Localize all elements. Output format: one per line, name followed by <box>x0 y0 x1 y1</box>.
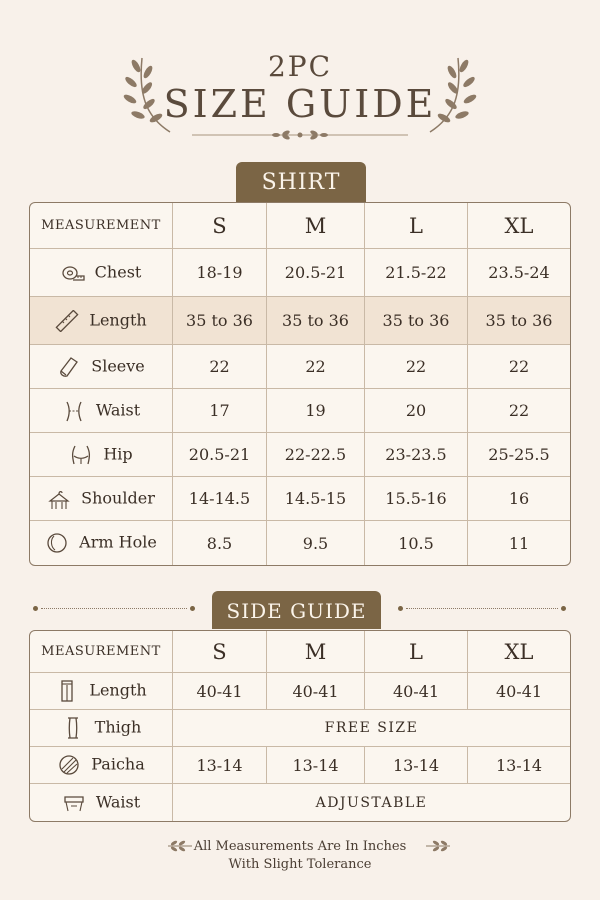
cell-m: 19 <box>267 389 365 433</box>
cell-l: 35 to 36 <box>365 297 468 345</box>
side-size-table <box>29 630 571 822</box>
divider-left <box>33 608 195 610</box>
row-label-cell <box>30 521 173 565</box>
cell-s: 8.5 <box>173 521 267 565</box>
row-label-cell <box>30 433 173 477</box>
cell-s: 14-14.5 <box>173 477 267 521</box>
row-label: Length <box>89 680 147 700</box>
paicha-icon <box>57 754 81 776</box>
cell-adjustable: ADJUSTABLE <box>315 794 428 811</box>
cell-m: 35 to 36 <box>267 297 365 345</box>
cell-m: 40-41 <box>267 673 365 710</box>
footer-line-2: With Slight Tolerance <box>228 857 372 872</box>
table-row-sleeve <box>30 345 570 389</box>
cell-xl: 11 <box>508 533 530 553</box>
table-row-paicha <box>30 747 570 784</box>
table-header-row <box>30 631 570 673</box>
column-header-measurement: MEASUREMENT <box>30 203 173 249</box>
cell-s: 17 <box>173 389 267 433</box>
cell-l: 23-23.5 <box>365 433 468 477</box>
row-label: Length <box>89 310 147 329</box>
divider-right <box>398 608 566 610</box>
cell-xl: 22 <box>468 389 570 433</box>
cell-m: 22 <box>267 345 365 389</box>
row-label-cell <box>30 784 173 821</box>
row-label-cell <box>30 710 173 747</box>
column-header-xl: XL <box>468 631 570 673</box>
cell-xl: 25-25.5 <box>468 433 570 477</box>
ruler-icon <box>55 310 79 332</box>
cell-xl: 16 <box>468 477 570 521</box>
row-label: Thigh <box>94 717 142 737</box>
header <box>0 0 600 150</box>
cell-m: 13-14 <box>267 747 365 784</box>
column-header-l: L <box>365 203 468 249</box>
row-label-cell <box>30 477 173 521</box>
cell-m: 9.5 <box>267 521 365 565</box>
cell-l: 40-41 <box>365 673 468 710</box>
cell-s: 20.5-21 <box>173 433 267 477</box>
column-header-m: M <box>267 203 365 249</box>
cell-m: 14.5-15 <box>267 477 365 521</box>
sleeve-icon <box>57 356 81 378</box>
cell-l: 22 <box>365 345 468 389</box>
cell-s: 13-14 <box>173 747 267 784</box>
cell-xl: 23.5-24 <box>468 249 570 297</box>
thigh-icon <box>61 717 85 739</box>
footer-line-1: All Measurements Are In Inches <box>193 839 407 854</box>
cell-l: 10.5 <box>365 521 468 565</box>
cell-s: 40-41 <box>173 673 267 710</box>
page-title: SIZE GUIDE <box>163 82 437 126</box>
cell-l: 21.5-22 <box>365 249 468 297</box>
title-ornament-divider <box>192 128 408 142</box>
cell-free-size: FREE SIZE <box>173 710 570 747</box>
cell-m: 20.5-21 <box>267 249 365 297</box>
cell-s: 22 <box>173 345 267 389</box>
table-row-waist <box>30 389 570 433</box>
laurel-right-icon <box>422 52 482 138</box>
hanger-icon <box>47 488 71 510</box>
table-row-length <box>30 297 570 345</box>
row-label: Shoulder <box>81 488 155 507</box>
cell-s: 18-19 <box>173 249 267 297</box>
row-label: Sleeve <box>91 356 145 375</box>
row-label-cell <box>30 389 173 433</box>
footer-note <box>0 838 600 874</box>
row-label: Hip <box>103 444 133 463</box>
table-row-length <box>30 673 570 710</box>
cell-xl: 40-41 <box>468 673 570 710</box>
column-header-s: S <box>173 631 267 673</box>
waist-icon <box>62 400 86 422</box>
shirt-section-tab: SHIRT <box>236 162 366 202</box>
row-label: Waist <box>95 400 141 419</box>
side-section-tab: SIDE GUIDE <box>212 591 381 629</box>
table-row-thigh <box>30 710 570 747</box>
cell-m: 22-22.5 <box>267 433 365 477</box>
column-header-l: L <box>365 631 468 673</box>
row-label: Chest <box>94 262 142 281</box>
hip-icon <box>69 444 93 466</box>
row-label-cell <box>30 673 173 710</box>
cell-l: 15.5-16 <box>365 477 468 521</box>
column-header-measurement: MEASUREMENT <box>30 631 173 673</box>
row-label: Arm Hole <box>79 532 157 552</box>
arm-hole-icon <box>45 532 69 554</box>
measuring-tape-icon <box>61 262 85 284</box>
column-header-m: M <box>267 631 365 673</box>
table-row-arm-hole <box>30 521 570 565</box>
row-label-cell <box>30 249 173 297</box>
row-label-cell <box>30 747 173 784</box>
cell-xl: 22 <box>468 345 570 389</box>
trouser-length-icon <box>55 680 79 702</box>
cell-xl: 13-14 <box>468 747 570 784</box>
table-row-hip <box>30 433 570 477</box>
cell-s: 35 to 36 <box>173 297 267 345</box>
cell-l: 13-14 <box>365 747 468 784</box>
row-label: Waist <box>95 792 141 811</box>
table-row-waist <box>30 784 570 821</box>
table-row-shoulder <box>30 477 570 521</box>
table-header-row <box>30 203 570 249</box>
cell-xl: 35 to 36 <box>468 297 570 345</box>
shirt-size-table <box>29 202 571 566</box>
column-header-s: S <box>173 203 267 249</box>
row-label-cell <box>30 345 173 389</box>
column-header-xl: XL <box>468 203 570 249</box>
cell-l: 20 <box>365 389 468 433</box>
row-label: Paicha <box>91 754 145 774</box>
title-prefix: 2PC <box>267 50 333 83</box>
waistband-icon <box>62 792 86 814</box>
row-label-cell <box>30 297 173 345</box>
table-row-chest <box>30 249 570 297</box>
sprig-right-icon <box>424 838 452 854</box>
